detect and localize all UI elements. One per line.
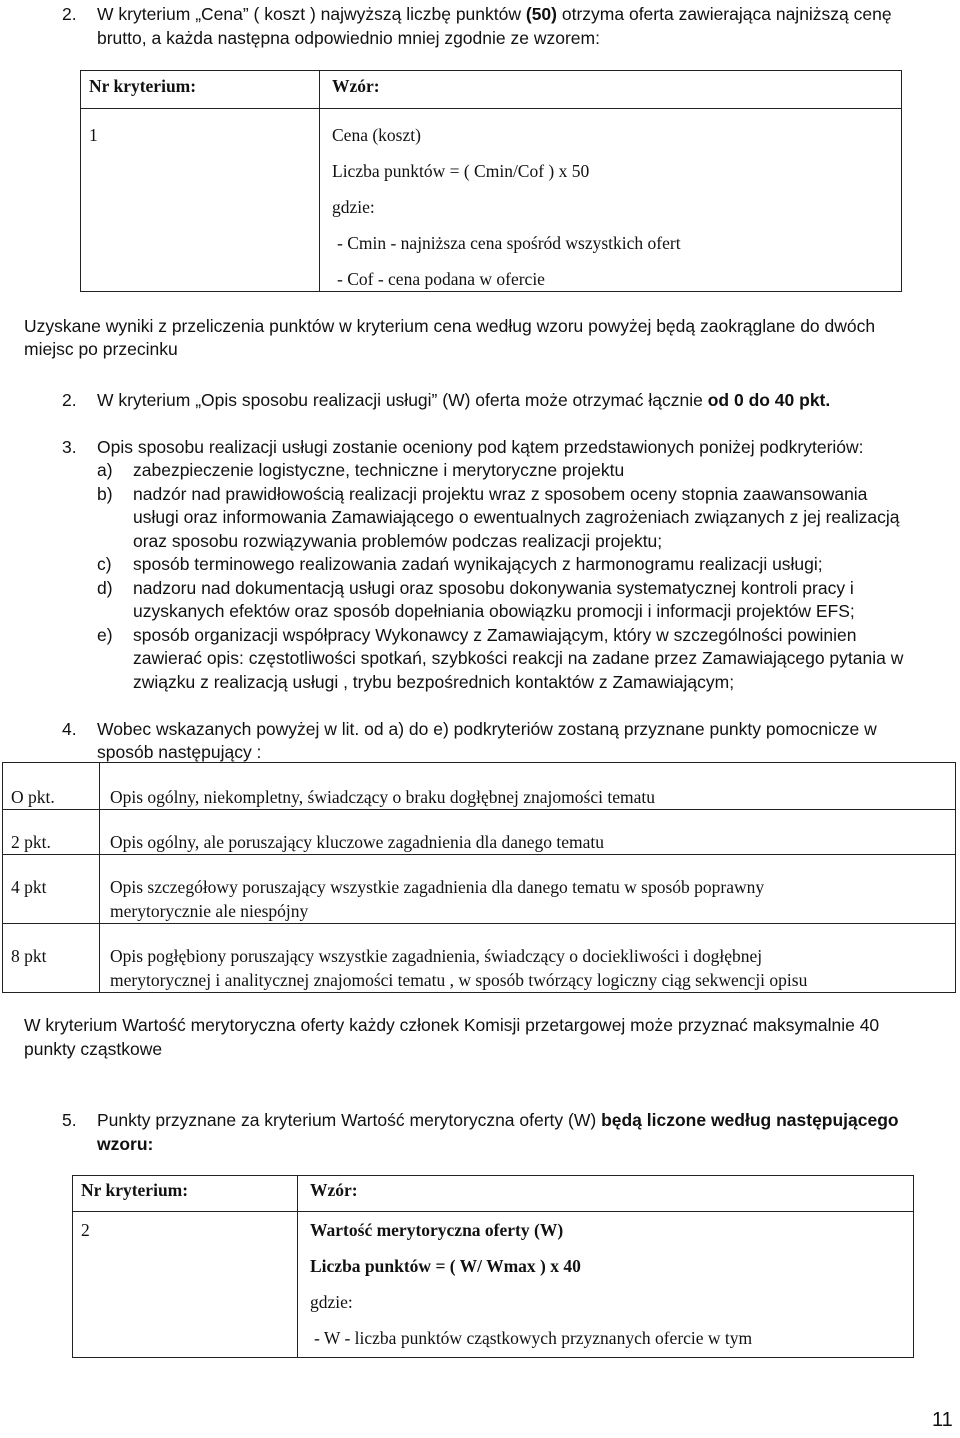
item-number-2b: 2.	[62, 390, 77, 410]
score-points: 4 pkt	[11, 877, 47, 897]
opis-criterion-points: od 0 do 40 pkt.	[707, 390, 831, 410]
subcriterion-line: zabezpieczenie logistyczne, techniczne i merytoryczne projektu	[133, 460, 625, 480]
score-desc-cell	[100, 763, 956, 810]
table2-criterion-name: Wartość merytoryczna oferty (W)	[310, 1220, 564, 1240]
scores-table	[2, 762, 956, 993]
table2-formula: Liczba punktów = ( W/ Wmax ) x 40	[310, 1256, 581, 1276]
subcriterion-line: związku z realizacją usługi , trybu bezpośrednich kontaktów z Zamawiającym;	[133, 671, 735, 692]
item-number-4: 4.	[62, 719, 77, 739]
score-desc-line: Opis pogłębiony poruszający wszystkie zagadnienia, świadczący o dociekliwości i dogłębnej	[110, 946, 763, 966]
table1-header-nr	[81, 71, 320, 109]
table2-header-nr	[73, 1176, 298, 1212]
table2-header-nr-text: Nr kryterium:	[81, 1180, 189, 1200]
rounding-note-line1: Uzyskane wyniki z przeliczenia punktów w kryterium cena według wzoru powyżej będą zaokrąglane do dwóch	[24, 316, 876, 336]
subcriteria-intro: Opis sposobu realizacji usługi zostanie oceniony pod kątem przedstawionych poniżej podkryteriów:	[97, 437, 864, 457]
table2-formula-cell	[298, 1212, 914, 1358]
subcriterion-letter: b)	[97, 483, 113, 504]
score-points-cell	[3, 763, 100, 810]
formula-intro-line2: wzoru:	[97, 1134, 154, 1154]
table2-nr: 2	[81, 1220, 90, 1240]
score-desc-line: Opis ogólny, ale poruszający kluczowe zagadnienia dla danego tematu	[110, 832, 605, 852]
table1-header-nr-text: Nr kryterium:	[89, 76, 197, 96]
subcriterion-letter: d)	[97, 577, 113, 598]
subcriterion-line: usługi oraz informowania Zamawiającego o ewentualnych zagrożeniach związanych z jej realizacją	[133, 507, 900, 527]
points-intro-line2: sposób następujący :	[97, 742, 262, 762]
formula-intro-bold: będą liczone według następującego	[601, 1110, 899, 1130]
subcriterion-letter: e)	[97, 624, 113, 645]
item-number-5: 5.	[62, 1110, 77, 1130]
score-desc-line: Opis szczegółowy poruszający wszystkie zagadnienia dla danego tematu w sposób poprawny	[110, 877, 765, 897]
table2-header-wzor-text: Wzór:	[310, 1180, 358, 1200]
score-points-cell	[3, 855, 100, 924]
score-desc-cell	[100, 855, 956, 924]
score-desc-line: Opis ogólny, niekompletny, świadczący o braku dogłębnej znajomości tematu	[110, 787, 655, 807]
table1-formula: Liczba punktów = ( Cmin/Cof ) x 50	[332, 161, 590, 181]
subcriterion-line: uzyskanych efektów oraz sposób dopełniania obowiązku promocji i informacji projektów EFS;	[133, 601, 855, 621]
table2-header-wzor	[298, 1176, 914, 1212]
cena-criterion-text	[97, 2, 892, 26]
score-points: O pkt.	[11, 787, 55, 807]
page-number: 11	[932, 1409, 953, 1431]
item-number-3: 3.	[62, 437, 77, 457]
score-row	[3, 855, 956, 924]
subcriterion-line: nadzór nad prawidłowością realizacji projektu wraz z sposobem oceny stopnia zaawansowania	[133, 483, 868, 504]
subcriterion-item	[97, 624, 957, 695]
subcriterion-item	[97, 459, 957, 483]
table1-def-cof: - Cof - cena podana w ofercie	[337, 269, 545, 289]
table1-nr: 1	[89, 125, 98, 145]
score-points: 2 pkt.	[11, 832, 51, 852]
score-points: 8 pkt	[11, 946, 47, 966]
subcriterion-item	[97, 553, 957, 577]
table1-criterion-name: Cena (koszt)	[332, 125, 421, 145]
subcriterion-line: oraz sposobu rozwiązywania problemów podczas realizacji projektu;	[133, 530, 663, 551]
score-points-cell	[3, 924, 100, 993]
score-row	[3, 763, 956, 810]
score-desc-line: merytorycznie ale niespójny	[110, 901, 309, 921]
score-desc-cell	[100, 924, 956, 993]
score-points-cell	[3, 810, 100, 855]
subcriterion-line: nadzoru nad dokumentacją usługi oraz sposobu dokonywania systematycznej kontroli pracy i	[133, 577, 854, 598]
commission-note-line2: punkty cząstkowe	[24, 1039, 163, 1059]
table2-gdzie: gdzie:	[310, 1292, 353, 1312]
table1-header-wzor	[320, 71, 902, 109]
formula-table-wartosc	[72, 1175, 914, 1358]
commission-note-line1: W kryterium Wartość merytoryczna oferty każdy członek Komisji przetargowej może przyznać maksymalnie 40	[24, 1015, 880, 1035]
opis-criterion-main: W kryterium „Opis sposobu realizacji usługi” (W) oferta może otrzymać łącznie	[97, 390, 708, 410]
table1-gdzie: gdzie:	[332, 197, 375, 217]
subcriteria-list	[97, 459, 957, 694]
formula-table-cena	[80, 70, 902, 292]
cena-text-1: W kryterium „Cena” ( koszt ) najwyższą liczbę punktów	[97, 4, 526, 24]
subcriterion-line: zawierać opis: częstotliwości spotkań, szybkości reakcji na zadane przez Zamawiającego pytania w	[133, 648, 904, 668]
subcriterion-item	[97, 483, 957, 554]
table1-formula-cell	[320, 109, 902, 292]
score-row	[3, 810, 956, 855]
score-desc-cell	[100, 810, 956, 855]
table2-nr-cell	[73, 1212, 298, 1358]
cena-text-line2: brutto, a każda następna odpowiednio mniej zgodnie ze wzorem:	[97, 28, 600, 48]
table2-def-w: - W - liczba punktów cząstkowych przyznanych ofercie w tym	[314, 1328, 753, 1348]
subcriterion-item	[97, 577, 957, 624]
table1-header-wzor-text: Wzór:	[332, 76, 380, 96]
cena-max-points: (50)	[525, 4, 557, 24]
subcriterion-line: sposób organizacji współpracy Wykonawcy z Zamawiającym, który w szczególności powinien	[133, 624, 857, 645]
formula-intro-line1	[97, 1108, 899, 1132]
rounding-note-line2: miejsc po przecinku	[24, 339, 178, 359]
formula-intro-text: Punkty przyznane za kryterium Wartość merytoryczna oferty (W)	[97, 1110, 602, 1130]
points-intro-line1: Wobec wskazanych powyżej w lit. od a) do e) podkryteriów zostaną przyznane punkty pomocnicze w	[97, 719, 877, 739]
table1-nr-cell	[81, 109, 320, 292]
opis-criterion-text	[97, 388, 830, 412]
item-number-2: 2.	[62, 4, 77, 24]
score-desc-line: merytorycznej i analitycznej znajomości tematu , w sposób twórzący logiczny ciąg sekwencji opisu	[110, 970, 808, 990]
subcriterion-letter: c)	[97, 554, 112, 574]
subcriterion-line: sposób terminowego realizowania zadań wynikających z harmonogramu realizacji usługi;	[133, 554, 823, 574]
table1-def-cmin: - Cmin - najniższa cena spośród wszystkich ofert	[337, 233, 681, 253]
subcriterion-letter: a)	[97, 460, 113, 480]
score-row	[3, 924, 956, 993]
cena-text-2: otrzyma oferta zawierająca najniższą cenę	[557, 4, 892, 24]
